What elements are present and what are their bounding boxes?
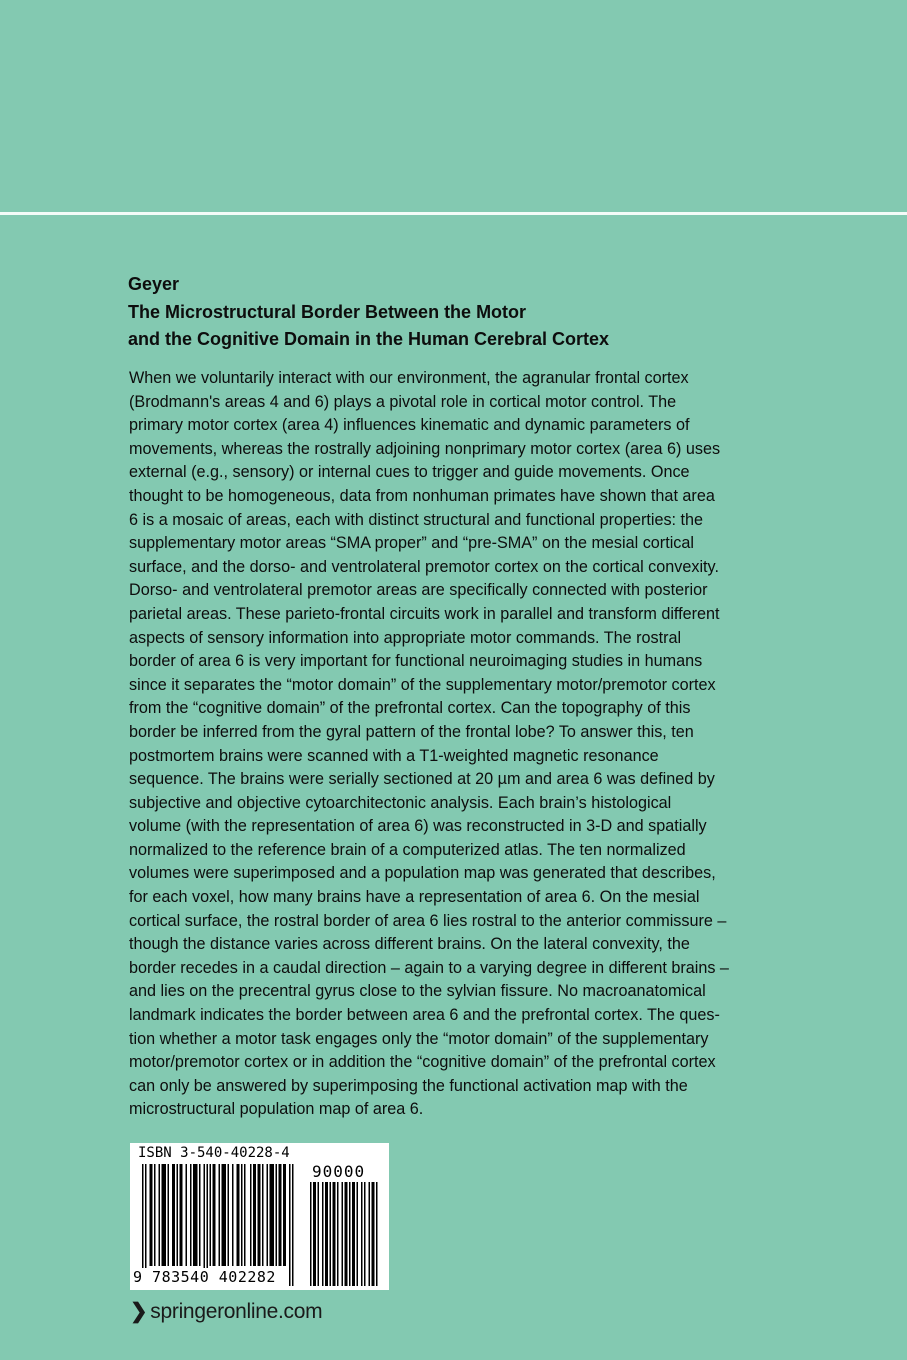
barcode-bar [213, 1164, 216, 1266]
barcode-bar [318, 1182, 320, 1286]
barcode-bar [333, 1182, 336, 1286]
abstract-line: supplementary motor areas “SMA proper” and “pre-SMA” on the mesial cortical [129, 534, 694, 553]
author-name: Geyer [128, 274, 180, 294]
cover-divider-line [0, 212, 907, 215]
barcode-bar [154, 1164, 156, 1266]
website-url: springeronline.com [150, 1300, 323, 1323]
isbn-barcode [130, 1143, 389, 1290]
barcode-bar [232, 1164, 234, 1266]
barcode-bar [372, 1182, 375, 1286]
barcode-bar [369, 1182, 371, 1286]
barcode-bar [313, 1182, 316, 1286]
publisher-website [130, 1297, 322, 1327]
barcode-bar [180, 1164, 183, 1266]
barcode-bar [361, 1182, 363, 1286]
abstract-line: border be inferred from the gyral pattern of the frontal lobe? To answer this, ten [129, 722, 694, 741]
barcode-bar [162, 1164, 167, 1266]
barcode-bar [279, 1164, 282, 1266]
barcode-bar [186, 1164, 188, 1266]
ean-number: 9 783540 402282 [133, 1268, 276, 1286]
abstract-line: subjective and objective cytoarchitectonic analysis. Each brain’s histological [129, 793, 672, 812]
abstract-line: Dorso- and ventrolateral premotor areas are specifically connected with posterior [129, 581, 708, 600]
barcode-bar [241, 1164, 243, 1266]
barcode-bar [292, 1164, 294, 1286]
barcode-bar [337, 1182, 339, 1286]
barcode-bar [258, 1164, 261, 1266]
barcode-bar [352, 1182, 355, 1286]
barcode-bar [237, 1164, 240, 1266]
price-addon-number: 90000 [312, 1162, 366, 1181]
barcode-bar [253, 1164, 256, 1266]
barcode-bar [267, 1164, 269, 1266]
barcode-bar [276, 1164, 278, 1266]
abstract-line: border of area 6 is very important for functional neuroimaging studies in humans [129, 652, 703, 671]
abstract-line: cortical surface, the rostral border of area 6 lies rostral to the anterior commissure – [129, 911, 727, 930]
barcode-bar [357, 1182, 359, 1286]
addon-barcode-bars [310, 1182, 382, 1286]
abstract-line: When we voluntarily interact with our environment, the agranular frontal cortex [129, 369, 689, 387]
barcode-bar [310, 1182, 312, 1286]
barcode-bar [168, 1164, 170, 1266]
barcode-bar [364, 1182, 366, 1286]
barcode-bar [193, 1164, 198, 1266]
book-title-line: and the Cognitive Domain in the Human Cerebral Cortex [128, 329, 610, 349]
book-title-line: The Microstructural Border Between the Motor [128, 302, 527, 322]
abstract-line: motor/premotor cortex or in addition the “cognitive domain” of the prefrontal cortex [129, 1053, 716, 1072]
abstract-line: parietal areas. These parieto-frontal circuits work in parallel and transform different [129, 604, 720, 623]
barcode-bar [262, 1164, 264, 1266]
abstract-text [129, 367, 779, 1122]
chevron-right-icon: ❯ [130, 1300, 148, 1323]
barcode-bar [199, 1164, 201, 1266]
barcode-bar [228, 1164, 230, 1266]
abstract-line: tion whether a motor task engages only the “motor domain” of the supplementary [129, 1029, 709, 1048]
barcode-bar [289, 1164, 291, 1286]
barcode-bar [330, 1182, 332, 1286]
barcode-bar [244, 1164, 246, 1266]
barcode-bar [210, 1164, 212, 1266]
barcode-bar [150, 1164, 153, 1266]
abstract-line: movements, whereas the rostrally adjoining nonprimary motor cortex (area 6) uses [129, 439, 721, 458]
barcode-bar [283, 1164, 286, 1266]
barcode-bar [345, 1182, 348, 1286]
barcode-bar [322, 1182, 324, 1286]
isbn-label: ISBN 3-540-40228-4 [138, 1145, 290, 1161]
abstract-line: surface, and the dorso- and ventrolateral premotor cortex on the cortical convexity. [129, 557, 719, 576]
barcode-bar [219, 1164, 221, 1266]
abstract-line: border recedes in a caudal direction – again to a varying degree in different brains – [129, 958, 729, 977]
barcode-bar [325, 1182, 328, 1286]
abstract-line: (Brodmann's areas 4 and 6) plays a pivotal role in cortical motor control. The [129, 392, 677, 411]
abstract-line: thought to be homogeneous, data from nonhuman primates have shown that area [129, 486, 715, 505]
abstract-line: sequence. The brains were serially sectioned at 20 µm and area 6 was defined by [129, 770, 715, 789]
abstract-line: though the distance varies across different brains. On the lateral convexity, the [129, 935, 690, 954]
barcode-bar [342, 1182, 344, 1286]
barcode-bar [172, 1164, 175, 1266]
abstract-line: for each voxel, how many brains have a representation of area 6. On the mesial [129, 888, 700, 907]
abstract-line: primary motor cortex (area 4) influences kinematic and dynamic parameters of [129, 416, 690, 435]
barcode-bar [250, 1164, 252, 1266]
abstract-line: aspects of sensory information into appropriate motor commands. The rostral [129, 628, 682, 647]
abstract-line: normalized to the reference brain of a computerized atlas. The ten normalized [129, 840, 686, 859]
barcode-bar [349, 1182, 351, 1286]
barcode-bar [159, 1164, 161, 1266]
book-title [128, 299, 788, 353]
barcode-bar [222, 1164, 227, 1266]
abstract-line: and lies on the precentral gyrus close to the sylvian fissure. No macroanatomical [129, 982, 706, 1001]
barcode-bar [376, 1182, 378, 1286]
abstract-line: can only be answered by superimposing the functional activation map with the [129, 1076, 688, 1095]
abstract-line: from the “cognitive domain” of the prefrontal cortex. Can the topography of this [129, 699, 691, 718]
abstract-line: volumes were superimposed and a population map was generated that describes, [129, 864, 716, 883]
abstract-line: 6 is a mosaic of areas, each with distinct structural and functional properties: the [129, 510, 704, 529]
barcode-bar [190, 1164, 192, 1266]
abstract-line: postmortem brains were scanned with a T1-weighted magnetic resonance [129, 746, 659, 765]
abstract-line: landmark indicates the border between area 6 and the prefrontal cortex. The ques- [129, 1006, 720, 1025]
barcode-bar [270, 1164, 275, 1266]
abstract-line: external (e.g., sensory) or internal cues to trigger and guide movements. Once [129, 463, 690, 482]
barcode-bar [177, 1164, 179, 1266]
abstract-line: since it separates the “motor domain” of the supplementary motor/premotor cortex [129, 675, 716, 694]
abstract-line: volume (with the representation of area 6) was reconstructed in 3-D and spatially [129, 817, 707, 836]
abstract-line: microstructural population map of area 6. [129, 1100, 424, 1119]
